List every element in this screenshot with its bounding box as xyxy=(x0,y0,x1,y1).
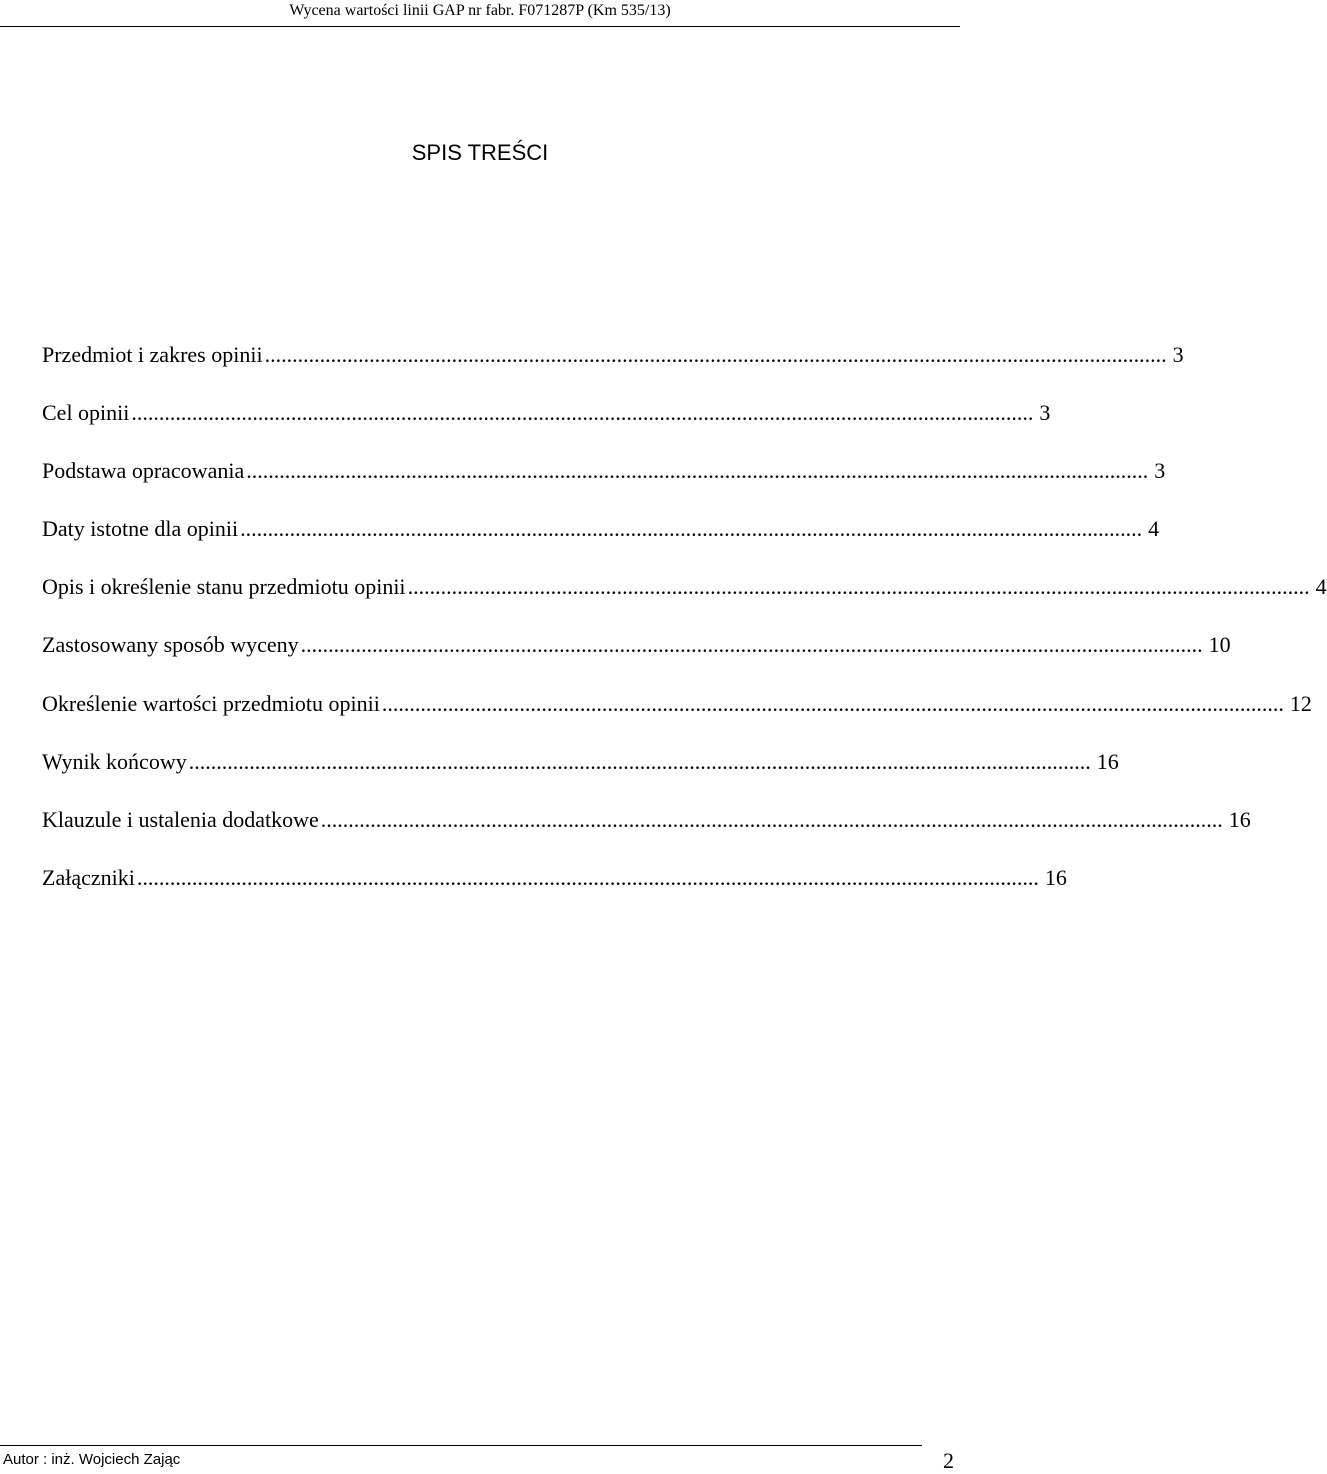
footer-divider xyxy=(0,1445,922,1446)
toc-entry[interactable] xyxy=(42,864,1067,922)
toc-entry-page: 16 xyxy=(1096,748,1119,774)
toc-entry-page: 16 xyxy=(1044,864,1067,890)
toc-entry[interactable] xyxy=(42,515,1160,573)
toc-heading: SPIS TREŚCI xyxy=(411,140,549,165)
dot-leader: .................................................................................................................................................................... xyxy=(131,400,1034,426)
dot-leader: .................................................................................................................................................................... xyxy=(300,632,1203,658)
toc-entry-label: Wynik końcowy xyxy=(42,748,187,774)
toc-entry-label: Przedmiot i zakres opinii xyxy=(42,342,263,367)
table-of-contents xyxy=(42,341,1327,922)
dot-leader: .................................................................................................................................................................... xyxy=(320,806,1223,832)
toc-entry-label: Opis i określenie stanu przedmiotu opinii xyxy=(42,574,406,600)
toc-entry-page: 16 xyxy=(1228,806,1251,832)
dot-leader: .................................................................................................................................................................... xyxy=(188,748,1091,774)
toc-entry-label: Cel opinii xyxy=(42,400,130,426)
toc-entry[interactable] xyxy=(42,748,1119,806)
toc-entry-page: 4 xyxy=(1148,516,1160,542)
page-number: 2 xyxy=(943,1448,954,1473)
header-divider xyxy=(0,26,960,27)
toc-entry-label: Klauzule i ustalenia dodatkowe xyxy=(42,806,319,832)
toc-entry-page: 3 xyxy=(1039,400,1051,426)
toc-entry[interactable] xyxy=(42,806,1251,864)
toc-entry-page: 12 xyxy=(1289,690,1312,716)
footer-author: Autor : inż. Wojciech Zając xyxy=(3,1451,181,1468)
dot-leader: .................................................................................................................................................................... xyxy=(264,342,1167,367)
dot-leader: .................................................................................................................................................................... xyxy=(381,690,1284,716)
toc-entry[interactable] xyxy=(42,341,1184,399)
toc-entry-label: Załączniki xyxy=(42,864,135,890)
dot-leader: .................................................................................................................................................................... xyxy=(136,864,1039,890)
dot-leader: .................................................................................................................................................................... xyxy=(240,516,1143,542)
toc-entry[interactable] xyxy=(42,573,1327,631)
toc-entry[interactable] xyxy=(42,690,1312,748)
toc-entry-label: Określenie wartości przedmiotu opinii xyxy=(42,690,380,716)
toc-entry-label: Daty istotne dla opinii xyxy=(42,516,239,542)
toc-entry-page: 3 xyxy=(1172,342,1184,367)
toc-entry-label: Zastosowany sposób wyceny xyxy=(42,632,299,658)
toc-entry[interactable] xyxy=(42,631,1231,689)
toc-entry[interactable] xyxy=(42,399,1051,457)
toc-entry-page: 10 xyxy=(1208,632,1231,658)
header-title: Wycena wartości linii GAP nr fabr. F071287P (Km 535/13) xyxy=(289,2,671,19)
dot-leader: .................................................................................................................................................................... xyxy=(246,458,1149,484)
toc-entry-page: 4 xyxy=(1315,574,1327,600)
toc-entry-label: Podstawa opracowania xyxy=(42,458,245,484)
toc-entry[interactable] xyxy=(42,457,1166,515)
dot-leader: .................................................................................................................................................................... xyxy=(407,574,1310,600)
toc-entry-page: 3 xyxy=(1154,458,1166,484)
